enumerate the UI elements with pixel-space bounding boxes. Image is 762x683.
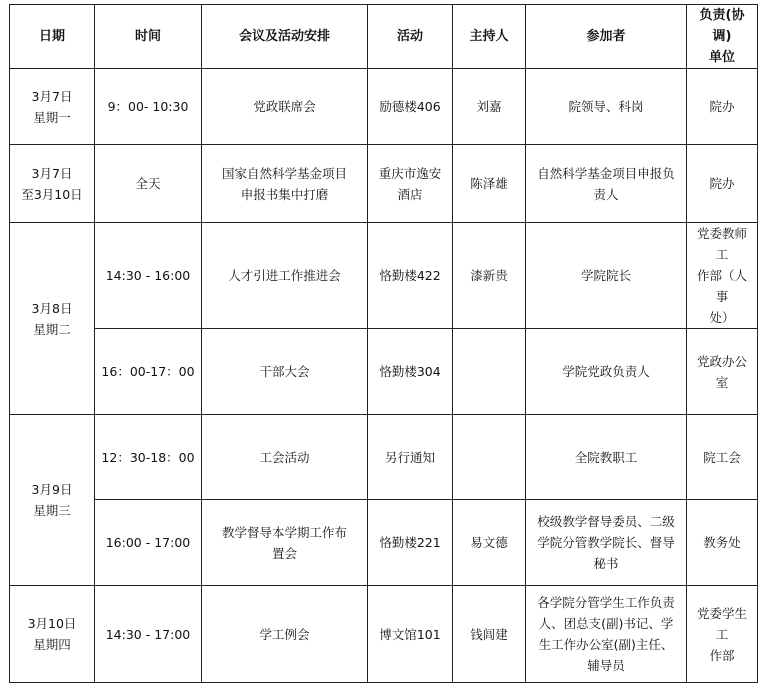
unit-cell: 院办 [687, 69, 758, 145]
table-row [10, 415, 758, 500]
table-row [10, 145, 758, 223]
table-row [10, 500, 758, 586]
header-host: 主持人 [453, 5, 526, 69]
schedule-table [9, 4, 758, 683]
activity-cell: 恪勤楼422 [368, 223, 453, 329]
host-cell: 陈泽雄 [453, 145, 526, 223]
date-cell: 3月7日 星期一 [10, 69, 95, 145]
date-cell: 3月7日 至3月10日 [10, 145, 95, 223]
host-cell [453, 329, 526, 415]
host-cell [453, 415, 526, 500]
activity-cell: 恪勤楼304 [368, 329, 453, 415]
activity-cell: 恪勤楼221 [368, 500, 453, 586]
header-row [10, 5, 758, 69]
date-cell: 3月8日 星期二 [10, 223, 95, 415]
unit-cell: 党委教师工 作部（人事 处） [687, 223, 758, 329]
attendees-cell: 全院教职工 [526, 415, 687, 500]
activity-cell: 励德楼406 [368, 69, 453, 145]
header-arrangement: 会议及活动安排 [202, 5, 368, 69]
attendees-cell: 校级教学督导委员、二级 学院分管教学院长、督导 秘书 [526, 500, 687, 586]
arrangement-cell: 党政联席会 [202, 69, 368, 145]
time-cell: 9：00- 10:30 [95, 69, 202, 145]
unit-cell: 院工会 [687, 415, 758, 500]
activity-cell: 另行通知 [368, 415, 453, 500]
table-row [10, 223, 758, 329]
arrangement-cell: 学工例会 [202, 586, 368, 683]
host-cell: 刘嘉 [453, 69, 526, 145]
attendees-cell: 学院党政负责人 [526, 329, 687, 415]
header-date: 日期 [10, 5, 95, 69]
time-cell: 16:00 - 17:00 [95, 500, 202, 586]
date-cell: 3月9日 星期三 [10, 415, 95, 586]
arrangement-cell: 工会活动 [202, 415, 368, 500]
activity-cell: 重庆市逸安 酒店 [368, 145, 453, 223]
table-row [10, 69, 758, 145]
header-time: 时间 [95, 5, 202, 69]
header-attendees: 参加者 [526, 5, 687, 69]
arrangement-cell: 干部大会 [202, 329, 368, 415]
time-cell: 14:30 - 17:00 [95, 586, 202, 683]
table-row [10, 586, 758, 683]
attendees-cell: 自然科学基金项目申报负 责人 [526, 145, 687, 223]
attendees-cell: 各学院分管学生工作负责 人、团总支(副)书记、学 生工作办公室(副)主任、 辅导员 [526, 586, 687, 683]
attendees-cell: 学院院长 [526, 223, 687, 329]
header-activity: 活动 [368, 5, 453, 69]
host-cell: 钱闾建 [453, 586, 526, 683]
time-cell: 16：00-17：00 [95, 329, 202, 415]
unit-cell: 院办 [687, 145, 758, 223]
header-unit: 负责(协调) 单位 [687, 5, 758, 69]
arrangement-cell: 教学督导本学期工作布 置会 [202, 500, 368, 586]
time-cell: 14:30 - 16:00 [95, 223, 202, 329]
arrangement-cell: 国家自然科学基金项目 申报书集中打磨 [202, 145, 368, 223]
arrangement-cell: 人才引进工作推进会 [202, 223, 368, 329]
date-cell: 3月10日 星期四 [10, 586, 95, 683]
attendees-cell: 院领导、科岗 [526, 69, 687, 145]
unit-cell: 教务处 [687, 500, 758, 586]
table-row [10, 329, 758, 415]
time-cell: 12：30-18：00 [95, 415, 202, 500]
unit-cell: 党政办公室 [687, 329, 758, 415]
host-cell: 易文德 [453, 500, 526, 586]
unit-cell: 党委学生工 作部 [687, 586, 758, 683]
host-cell: 漆新贵 [453, 223, 526, 329]
activity-cell: 博文馆101 [368, 586, 453, 683]
time-cell: 全天 [95, 145, 202, 223]
